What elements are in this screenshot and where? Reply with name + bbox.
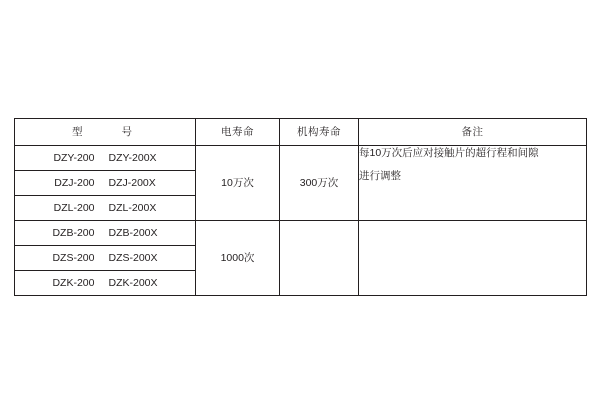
column-header-remark: 备注 [359, 119, 587, 146]
model-cell [15, 221, 196, 246]
model-cell [15, 196, 196, 221]
model-code-primary: DZY-200 [53, 151, 95, 164]
table-row [15, 221, 587, 246]
model-code-variant: DZS-200X [108, 251, 158, 264]
spec-table [14, 118, 587, 296]
electrical-life-group-2: 1000次 [196, 221, 280, 296]
model-code-primary: DZK-200 [52, 276, 95, 289]
remark-cell-empty [359, 221, 587, 296]
column-header-model: 型 号 [15, 119, 196, 146]
remark-cell [359, 146, 587, 221]
model-code-primary: DZL-200 [53, 201, 95, 214]
table-header [15, 119, 587, 146]
remark-line-1: 每10万次后应对接触片的超行程和间隙 [359, 147, 539, 159]
mechanical-life-group-1: 300万次 [280, 146, 359, 221]
table-row [15, 146, 587, 171]
model-code-variant: DZY-200X [108, 151, 157, 164]
table-body [15, 146, 587, 296]
remark-line-2: 进行调整 [359, 170, 401, 183]
spec-table-container [14, 118, 586, 296]
model-cell [15, 246, 196, 271]
model-cell [15, 146, 196, 171]
model-code-primary: DZS-200 [52, 251, 95, 264]
table-header-row [15, 119, 587, 146]
mechanical-life-group-2-empty [280, 221, 359, 296]
model-code-variant: DZB-200X [108, 226, 158, 239]
model-code-variant: DZK-200X [108, 276, 158, 289]
model-code-variant: DZL-200X [108, 201, 157, 214]
column-header-mechanical-life: 机构寿命 [280, 119, 359, 146]
model-code-primary: DZJ-200 [54, 176, 95, 189]
model-code-variant: DZJ-200X [108, 176, 156, 189]
model-cell [15, 271, 196, 296]
model-code-primary: DZB-200 [52, 226, 95, 239]
electrical-life-group-1: 10万次 [196, 146, 280, 221]
column-header-electrical-life: 电寿命 [196, 119, 280, 146]
model-cell [15, 171, 196, 196]
